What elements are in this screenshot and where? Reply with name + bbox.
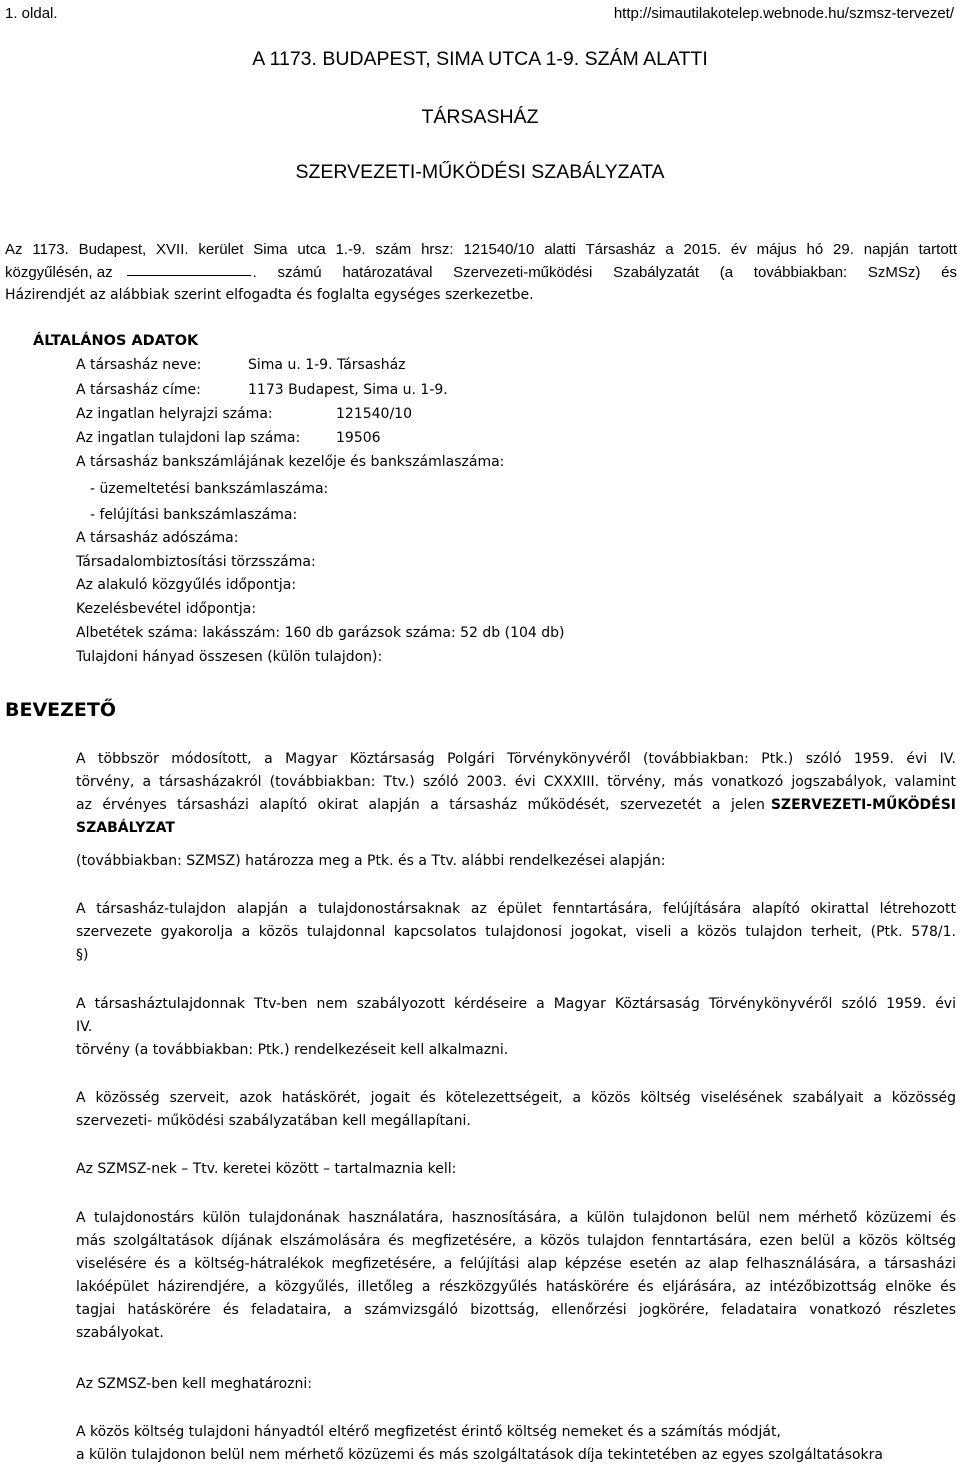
data-label: A társasház neve: bbox=[76, 357, 202, 373]
intro-line-1: Az 1173. Budapest, XVII. kerület Sima utca 1.-9. szám hrsz: 121540/10 alatti Társasház a 2015. év május hó 29. napján tartott bbox=[5, 241, 957, 258]
data-value: Sima u. 1-9. Társasház bbox=[248, 357, 406, 373]
intro-line-2-end: . számú határozatával Szervezeti-működési Szabályzatát (a továbbiakban: SzMSz) és bbox=[252, 264, 957, 281]
intro-paragraph bbox=[5, 238, 957, 307]
paragraph-3: A társasház-tulajdon alapján a tulajdonostársaknak az épület fenntartására, felújítására alapító okirattal létrehozott szervezete gyakorolja a közös tulajdonnal kapcsolatos tulajdonosi jogokat, viseli a közös tulajdon terheit, (Ptk. 578/1. §) bbox=[76, 901, 956, 963]
data-row-management-start: Kezelésbevétel időpontja: bbox=[76, 601, 257, 617]
p1-line-3: az érvényes társasházi alapító okirat alapján a társasház működését, szervezetét a jelen SZERVEZETI-MŰKÖDÉSI bbox=[76, 794, 956, 817]
title-line-1: A 1173. BUDAPEST, SIMA UTCA 1-9. SZÁM ALATTI bbox=[252, 48, 708, 70]
data-label: Az ingatlan helyrajzi száma: bbox=[76, 406, 273, 422]
source-url: http://simautilakotelep.webnode.hu/szmsz-tervezet/ bbox=[613, 5, 954, 22]
intro-line-2 bbox=[5, 261, 957, 284]
title-line-3: SZERVEZETI-MŰKÖDÉSI SZABÁLYZATA bbox=[295, 161, 665, 183]
paragraph-6: Az SZMSZ-nek – Ttv. keretei között – tartalmaznia kell: bbox=[76, 1161, 457, 1177]
data-row-social-security: Társadalombiztosítási törzsszáma: bbox=[76, 554, 316, 570]
data-label: Az ingatlan tulajdoni lap száma: bbox=[76, 430, 301, 446]
data-label: A társasház címe: bbox=[76, 382, 201, 398]
general-data-heading: ÁLTALÁNOS ADATOK bbox=[33, 333, 199, 349]
p1-line-2: törvény, a társasházakról (továbbiakban: Ttv.) szóló 2003. évi CXXXIII. törvény, más vonatkozó jogszabályok, valamint bbox=[76, 774, 956, 790]
data-row-land-registry bbox=[76, 430, 381, 446]
data-row-tax-number: A társasház adószáma: bbox=[76, 530, 239, 546]
intro-line-3: Házirendjét az alábbiak szerint elfogadta és foglalta egységes szerkezetbe. bbox=[5, 287, 534, 303]
data-row-bank: A társasház bankszámlájának kezelője és bankszámlaszáma: bbox=[76, 454, 505, 470]
paragraph-1 bbox=[76, 748, 956, 840]
data-row-address bbox=[76, 382, 448, 398]
paragraph-8: Az SZMSZ-ben kell meghatározni: bbox=[76, 1376, 312, 1392]
data-row-renovation-account: - felújítási bankszámlaszáma: bbox=[90, 507, 298, 523]
paragraph-5: A közösség szerveit, azok hatáskörét, jogait és kötelezettségeit, a közös költség viselésének szabályait a közösség szervezeti- működési szabályzatában kell megállapítani. bbox=[76, 1090, 956, 1129]
resolution-number-blank bbox=[127, 261, 251, 276]
page-number: 1. oldal. bbox=[5, 5, 58, 22]
intro-line-2-start: közgyűlésén, az bbox=[5, 264, 113, 281]
data-value: 121540/10 bbox=[336, 406, 412, 422]
data-row-operating-account: - üzemeltetési bankszámlaszáma: bbox=[90, 481, 329, 497]
paragraph-2: (továbbiakban: SZMSZ) határozza meg a Ptk. és a Ttv. alábbi rendelkezései alapján: bbox=[76, 853, 666, 869]
data-row-hrsz bbox=[76, 406, 412, 422]
paragraph-4: A társasháztulajdonnak Ttv-ben nem szabályozott kérdéseire a Magyar Köztársaság Törvénykönyvéről szóló 1959. évi IV. törvény (a továbbiakban: Ptk.) rendelkezéseit kell alkalmazni. bbox=[76, 996, 956, 1058]
data-value: 19506 bbox=[336, 430, 381, 446]
data-value: 1173 Budapest, Sima u. 1-9. bbox=[248, 382, 448, 398]
paragraph-9: A közös költség tulajdoni hányadtól eltérő megfizetést érintő költség nemeket és a számítás módját, a külön tulajdonon belül nem mérhető közüzemi és más szolgáltatások díja tekintetében az egyes szolgáltatásokra bbox=[76, 1424, 883, 1463]
p1-line-1: A többször módosított, a Magyar Köztársaság Polgári Törvénykönyvéről (továbbiakban: Ptk.) szóló 1959. évi IV. bbox=[76, 751, 956, 767]
p1-line-4: SZABÁLYZAT bbox=[76, 820, 175, 836]
data-row-name bbox=[76, 357, 406, 373]
data-row-units: Albetétek száma: lakásszám: 160 db garázsok száma: 52 db (104 db) bbox=[76, 625, 565, 641]
szmsz-title-inline: SZERVEZETI-MŰKÖDÉSI bbox=[770, 797, 956, 813]
data-row-ownership-share: Tulajdoni hányad összesen (külön tulajdon): bbox=[76, 649, 383, 665]
paragraph-7: A tulajdonostárs külön tulajdonának használatára, hasznosítására, a külön tulajdonon belül nem mérhető közüzemi és más szolgáltatások díjának elszámolására és megfizetésére, a közös tulajdon fenntartására, ezen belül a közös költség viselésére és a költség-hátralékok megfizetésére, a felújítási alap képzése esetén az alap felhasználására, a társasházi lakóépület házirendjére, a közgyűlés, illetőleg a részközgyűlés hatáskörére és eljárására, az intézőbizottság elnöke és tagjai hatáskörére és feladataira, a számvizsgáló bizottság, ellenőrzési jogkörére, feladataira vonatkozó részletes szabályokat. bbox=[76, 1210, 956, 1341]
data-row-founding-meeting: Az alakuló közgyűlés időpontja: bbox=[76, 577, 297, 593]
title-line-2: TÁRSASHÁZ bbox=[421, 106, 539, 128]
introduction-heading: BEVEZETŐ bbox=[5, 699, 117, 721]
